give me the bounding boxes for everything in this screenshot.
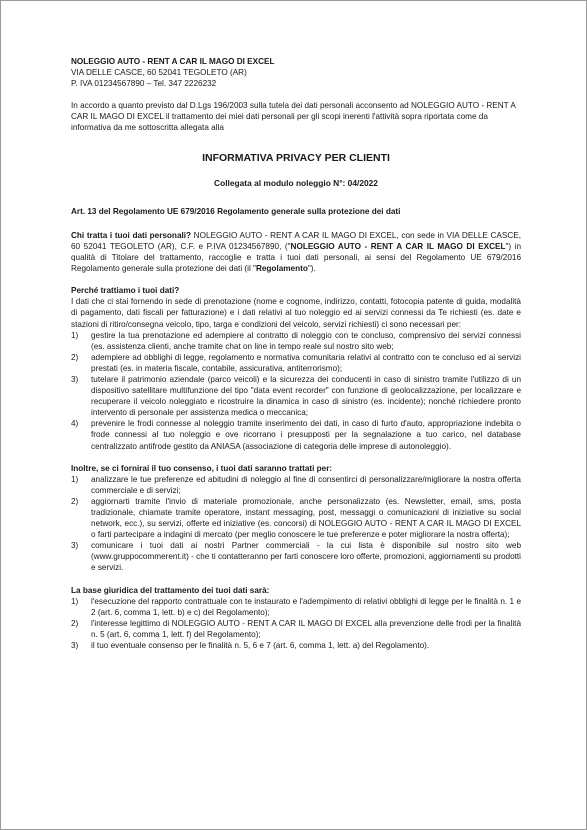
who-paragraph xyxy=(71,230,521,274)
who-text-3: "). xyxy=(307,264,316,274)
why-intro: I dati che ci stai fornendo in sede di prenotazione (nome e cognome, indirizzo, contatti, fotocopia patente di guida, modalità di pagamento, dati fiscali per fatturazione) e i dati relativi al tuo noleggio ed ai servizi connessi da Te richiesti (es. date e stazioni di ritiro/consegna veicolo, tipo, targa e condizioni del veicolo, servizi richiesti) ci sono necessari per: xyxy=(71,297,521,329)
document-subtitle: Collegata al modulo noleggio N°: 04/2022 xyxy=(214,177,378,188)
who-question: Chi tratta i tuoi dati personali? xyxy=(71,230,192,240)
legal-basis-list xyxy=(71,596,521,651)
list-item xyxy=(71,596,521,618)
list-item xyxy=(71,330,521,352)
list-item xyxy=(71,418,521,451)
list-item xyxy=(71,540,521,573)
company-header xyxy=(71,56,521,89)
why-section xyxy=(71,285,521,451)
list-item-text: prevenire le frodi connesse al noleggio tramite inserimento dei dati, in caso di furto d'auto, appropriazione indebita o frode connessi al tuo noleggio e ove ricorrano i presupposti per la segnalazione a tuo carico, nel database centralizzato antifrode gestito da ANIASA (associazione di categoria delle imprese di autonoleggio). xyxy=(91,419,521,451)
consent-statement: In accordo a quanto previsto dal D.Lgs 196/2003 sulla tutela dei dati personali acconsento ad NOLEGGIO AUTO - RENT A CAR IL MAGO DI EXCEL il trattamento dei miei dati personali per gli scopi inerenti l'attività sopra riportata come da informativa da me sottoscritta allegata alla xyxy=(71,101,516,133)
list-item-text: l'interesse legittimo di NOLEGGIO AUTO - RENT A CAR IL MAGO DI EXCEL alla prevenzione delle frodi per la finalità n. 5 (art. 6, comma 1, lett. f) del Regolamento); xyxy=(91,618,521,639)
who-bold-regulation: Regolamento xyxy=(255,264,308,274)
list-item xyxy=(71,640,521,651)
why-list xyxy=(71,330,521,452)
list-item-number: 2) xyxy=(71,618,79,628)
list-item-number: 2) xyxy=(71,496,79,506)
list-item-text: tutelare il patrimonio aziendale (parco veicoli) e la sicurezza dei conducenti in caso di sinistro tramite l'utilizzo di un dispositivo satellitare multifunzione del tipo "data event recorder" con funzione di geolocalizzazione, per localizzare e recuperare il veicolo noleggiato e ricostruire la dinamica in caso di sinistro (es. incidente); nonché richiedere pronto intervento di personale per assistenza medica o meccanica; xyxy=(91,374,521,418)
who-text-1: NOLEGGIO AUTO - RENT A CAR IL MAGO DI EXCEL, con sede in VIA DELLE CASCE, 60 52041 TEGOLETO (AR), C.F. e P.IVA 01234567890, (" xyxy=(71,230,521,251)
list-item xyxy=(71,474,521,496)
company-name: NOLEGGIO AUTO - RENT A CAR IL MAGO DI EXCEL xyxy=(71,57,275,66)
who-text-2: ") in qualità di Titolare del trattamento, raccoglie e tratta i tuoi dati personali, ai sensi del Regolamento UE 679/2016 Regolamento generale sulla protezione dei dati (il " xyxy=(71,241,522,274)
list-item-text: gestire la tua prenotazione ed adempiere al contratto di noleggio con te concluso, comprensivo dei servizi connessi (es. assistenza clienti, anche tramite chat on line in tempo reale sul nostro sito web; xyxy=(91,330,521,351)
consent-list xyxy=(71,474,521,574)
list-item xyxy=(71,374,521,418)
who-bold-name: NOLEGGIO AUTO - RENT A CAR IL MAGO DI EXCEL xyxy=(290,241,506,251)
list-item-number: 2) xyxy=(71,352,79,362)
list-item xyxy=(71,618,521,640)
list-item xyxy=(71,496,521,540)
list-item-number: 1) xyxy=(71,596,79,606)
list-item-text: aggiornarti tramite l'invio di materiale promozionale, anche personalizzato (es. Newsletter, email, sms, posta tradizionale, chiamate tramite operatore, instant messaging, post, messaggi o comunicazioni di iniziative su social network, ecc.), su servizi, offerte ed iniziative (es. concorsi) di NOLEGGIO AUTO - RENT A CAR IL MAGO DI EXCEL o farti partecipare a indagini di mercato (per meglio conoscere le tue preferenze e poter migliorare la nostra offerta); xyxy=(91,496,521,540)
list-item-text: l'esecuzione del rapporto contrattuale con te instaurato e l'adempimento di relativi obblighi di legge per le finalità n. 1 e 2 (art. 6, comma 1, lett. b) e c) del Regolamento); xyxy=(91,596,521,617)
list-item-text: il tuo eventuale consenso per le finalità n. 5, 6 e 7 (art. 6, comma 1, lett. a) del Regolamento). xyxy=(91,641,430,651)
document-body xyxy=(71,56,521,662)
document-title: INFORMATIVA PRIVACY PER CLIENTI xyxy=(202,151,390,164)
list-item-number: 4) xyxy=(71,419,79,429)
legal-basis-heading: La base giuridica del trattamento dei tuoi dati sarà: xyxy=(71,585,270,595)
consent-section xyxy=(71,463,521,574)
company-contacts: P. IVA 01234567890 – Tel. 347 2226232 xyxy=(71,79,217,89)
list-item-number: 1) xyxy=(71,474,79,484)
article-reference: Art. 13 del Regolamento UE 679/2016 Regolamento generale sulla protezione dei dati xyxy=(71,206,401,216)
list-item-text: analizzare le tue preferenze ed abitudini di noleggio al fine di consentirci di personalizzare/migliorare la nostra offerta commerciale e di servizi; xyxy=(91,474,521,495)
legal-basis-section xyxy=(71,585,521,652)
list-item-number: 3) xyxy=(71,374,79,384)
list-item-text: adempiere ad obblighi di legge, regolamento e normativa comunitaria relativi al contratto con te concluso ed ai servizi prestati (es. in materia fiscale, contabile, assicurativa, antiterrorismo); xyxy=(91,352,521,373)
list-item-number: 3) xyxy=(71,641,79,651)
list-item xyxy=(71,352,521,374)
consent-heading: Inoltre, se ci fornirai il tuo consenso, i tuoi dati saranno trattati per: xyxy=(71,463,333,473)
why-heading: Perché trattiamo i tuoi dati? xyxy=(71,286,180,296)
company-address: VIA DELLE CASCE, 60 52041 TEGOLETO (AR) xyxy=(71,68,247,78)
list-item-number: 1) xyxy=(71,330,79,340)
list-item-number: 3) xyxy=(71,541,79,551)
list-item-text: comunicare i tuoi dati ai nostri Partner commerciali - la cui lista è disponibile sul nostro sito web (www.gruppocommerent.it) - che ti contatteranno per farti conoscere loro offerte, promozioni, aggiornamenti su prodotti e servizi. xyxy=(91,541,521,573)
